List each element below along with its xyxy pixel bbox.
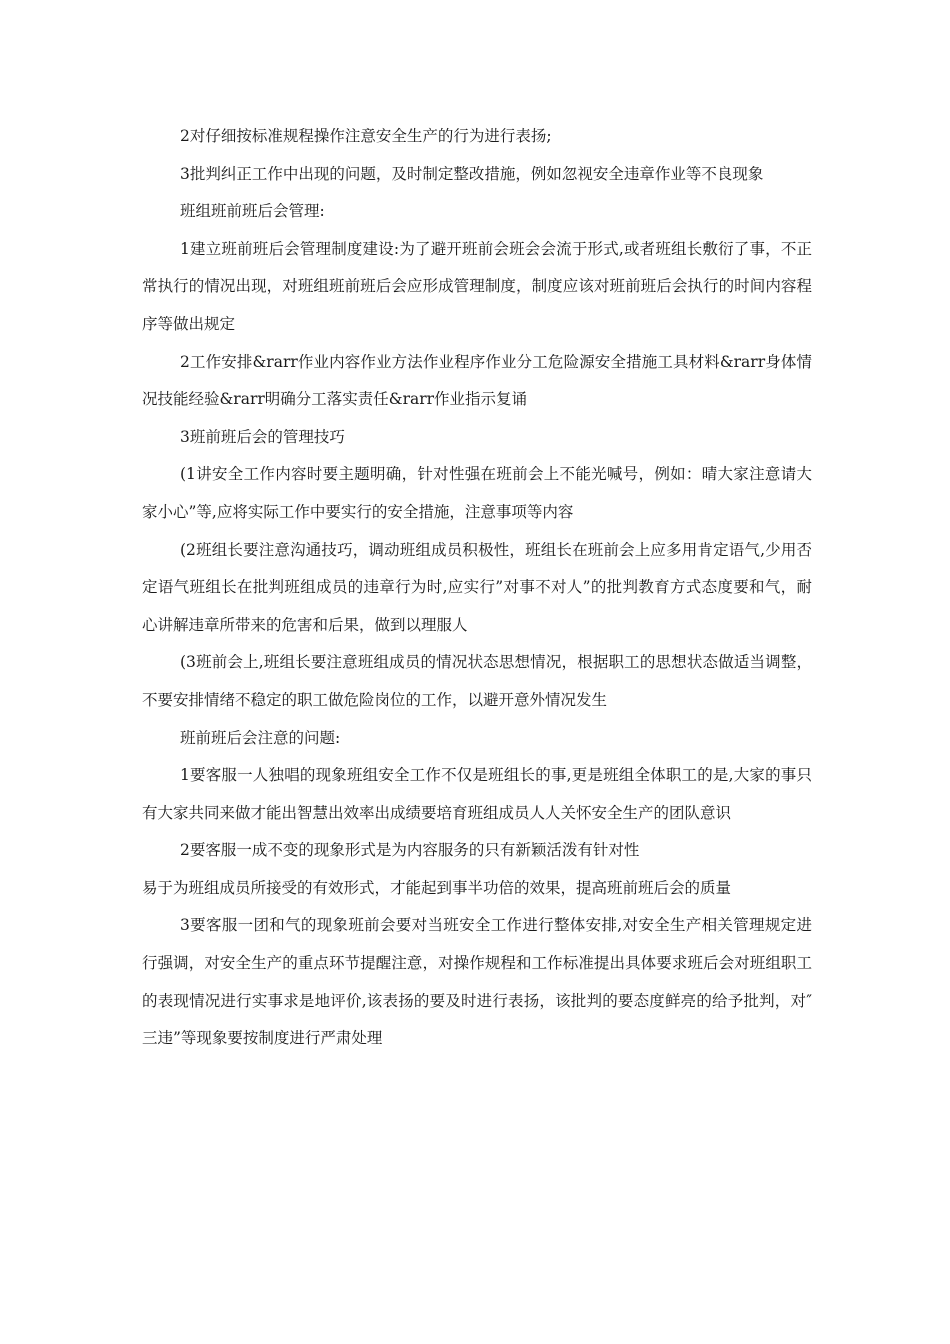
section-heading-meeting-management: 班组班前班后会管理: [180,202,325,221]
paragraph-skill-3: (3班前会上,班组长要注意班组成员的情况状态思想情况，根据职工的思想状态做适当调整，不要安排情绪不稳定的职工做危险岗位的工作，以避开意外情况发生 [142,653,812,709]
paragraph-work-arrangement: 2工作安排&rarr作业内容作业方法作业程序作业分工危险源安全措施工具材料&rarr身体情况技能经验&rarr明确分工落实责任&rarr作业指示复诵 [142,352,812,409]
paragraph-skill-2: (2班组长要注意沟通技巧，调动班组成员积极性，班组长在班前会上应多用肯定语气,少用否定语气班组长在批判班组成员的违章行为时,应实行”对事不对人”的批判教育方式态度要和气，耐心讲解违章所带来的危害和后果，做到以理服人 [142,540,812,634]
paragraph-issue-2: 2要客服一成不变的现象形式是为内容服务的只有新颖活泼有针对性 [180,841,640,860]
paragraph-praise: 2对仔细按标准规程操作注意安全生产的行为进行表扬; [180,127,552,145]
paragraph-issue-2-continued: 易于为班组成员所接受的有效形式，才能起到事半功倍的效果，提高班前班后会的质量 [142,878,732,897]
paragraph-issue-1: 1要客服一人独唱的现象班组安全工作不仅是班组长的事,更是班组全体职工的是,大家的事只有大家共同来做才能出智慧出效率出成绩要培育班组成员人人关怀安全生产的团队意识 [142,766,812,822]
paragraph-issue-3: 3要客服一团和气的现象班前会要对当班安全工作进行整体安排,对安全生产相关管理规定进行强调，对安全生产的重点环节提醒注意，对操作规程和工作标准提出具体要求班后会对班组职工的表现情况进行实事求是地评价,该表扬的要及时进行表扬，该批判的要态度鲜亮的给予批判，对″三违”等现象要按制度进行严肃处理 [142,916,812,1048]
paragraph-management-skills: 3班前班后会的管理技巧 [180,427,345,446]
paragraph-skill-1: (1讲安全工作内容时要主题明确，针对性强在班前会上不能光喊号，例如：晴大家注意请大家小心”等,应将实际工作中要实行的安全措施，注意事项等内容 [142,465,812,521]
paragraph-management-system: 1建立班前班后会管理制度建设:为了避开班前会班会会流于形式,或者班组长敷衍了事，不正常执行的情况出现，对班组班前班后会应形成管理制度，制度应该对班前班后会执行的时间内容程序等做出规定 [142,239,812,333]
paragraph-criticize: 3批判纠正工作中出现的问题，及时制定整改措施，例如忽视安全违章作业等不良现象 [180,164,764,183]
section-heading-issues: 班前班后会注意的问题: [180,728,341,747]
document-body [142,118,812,1058]
